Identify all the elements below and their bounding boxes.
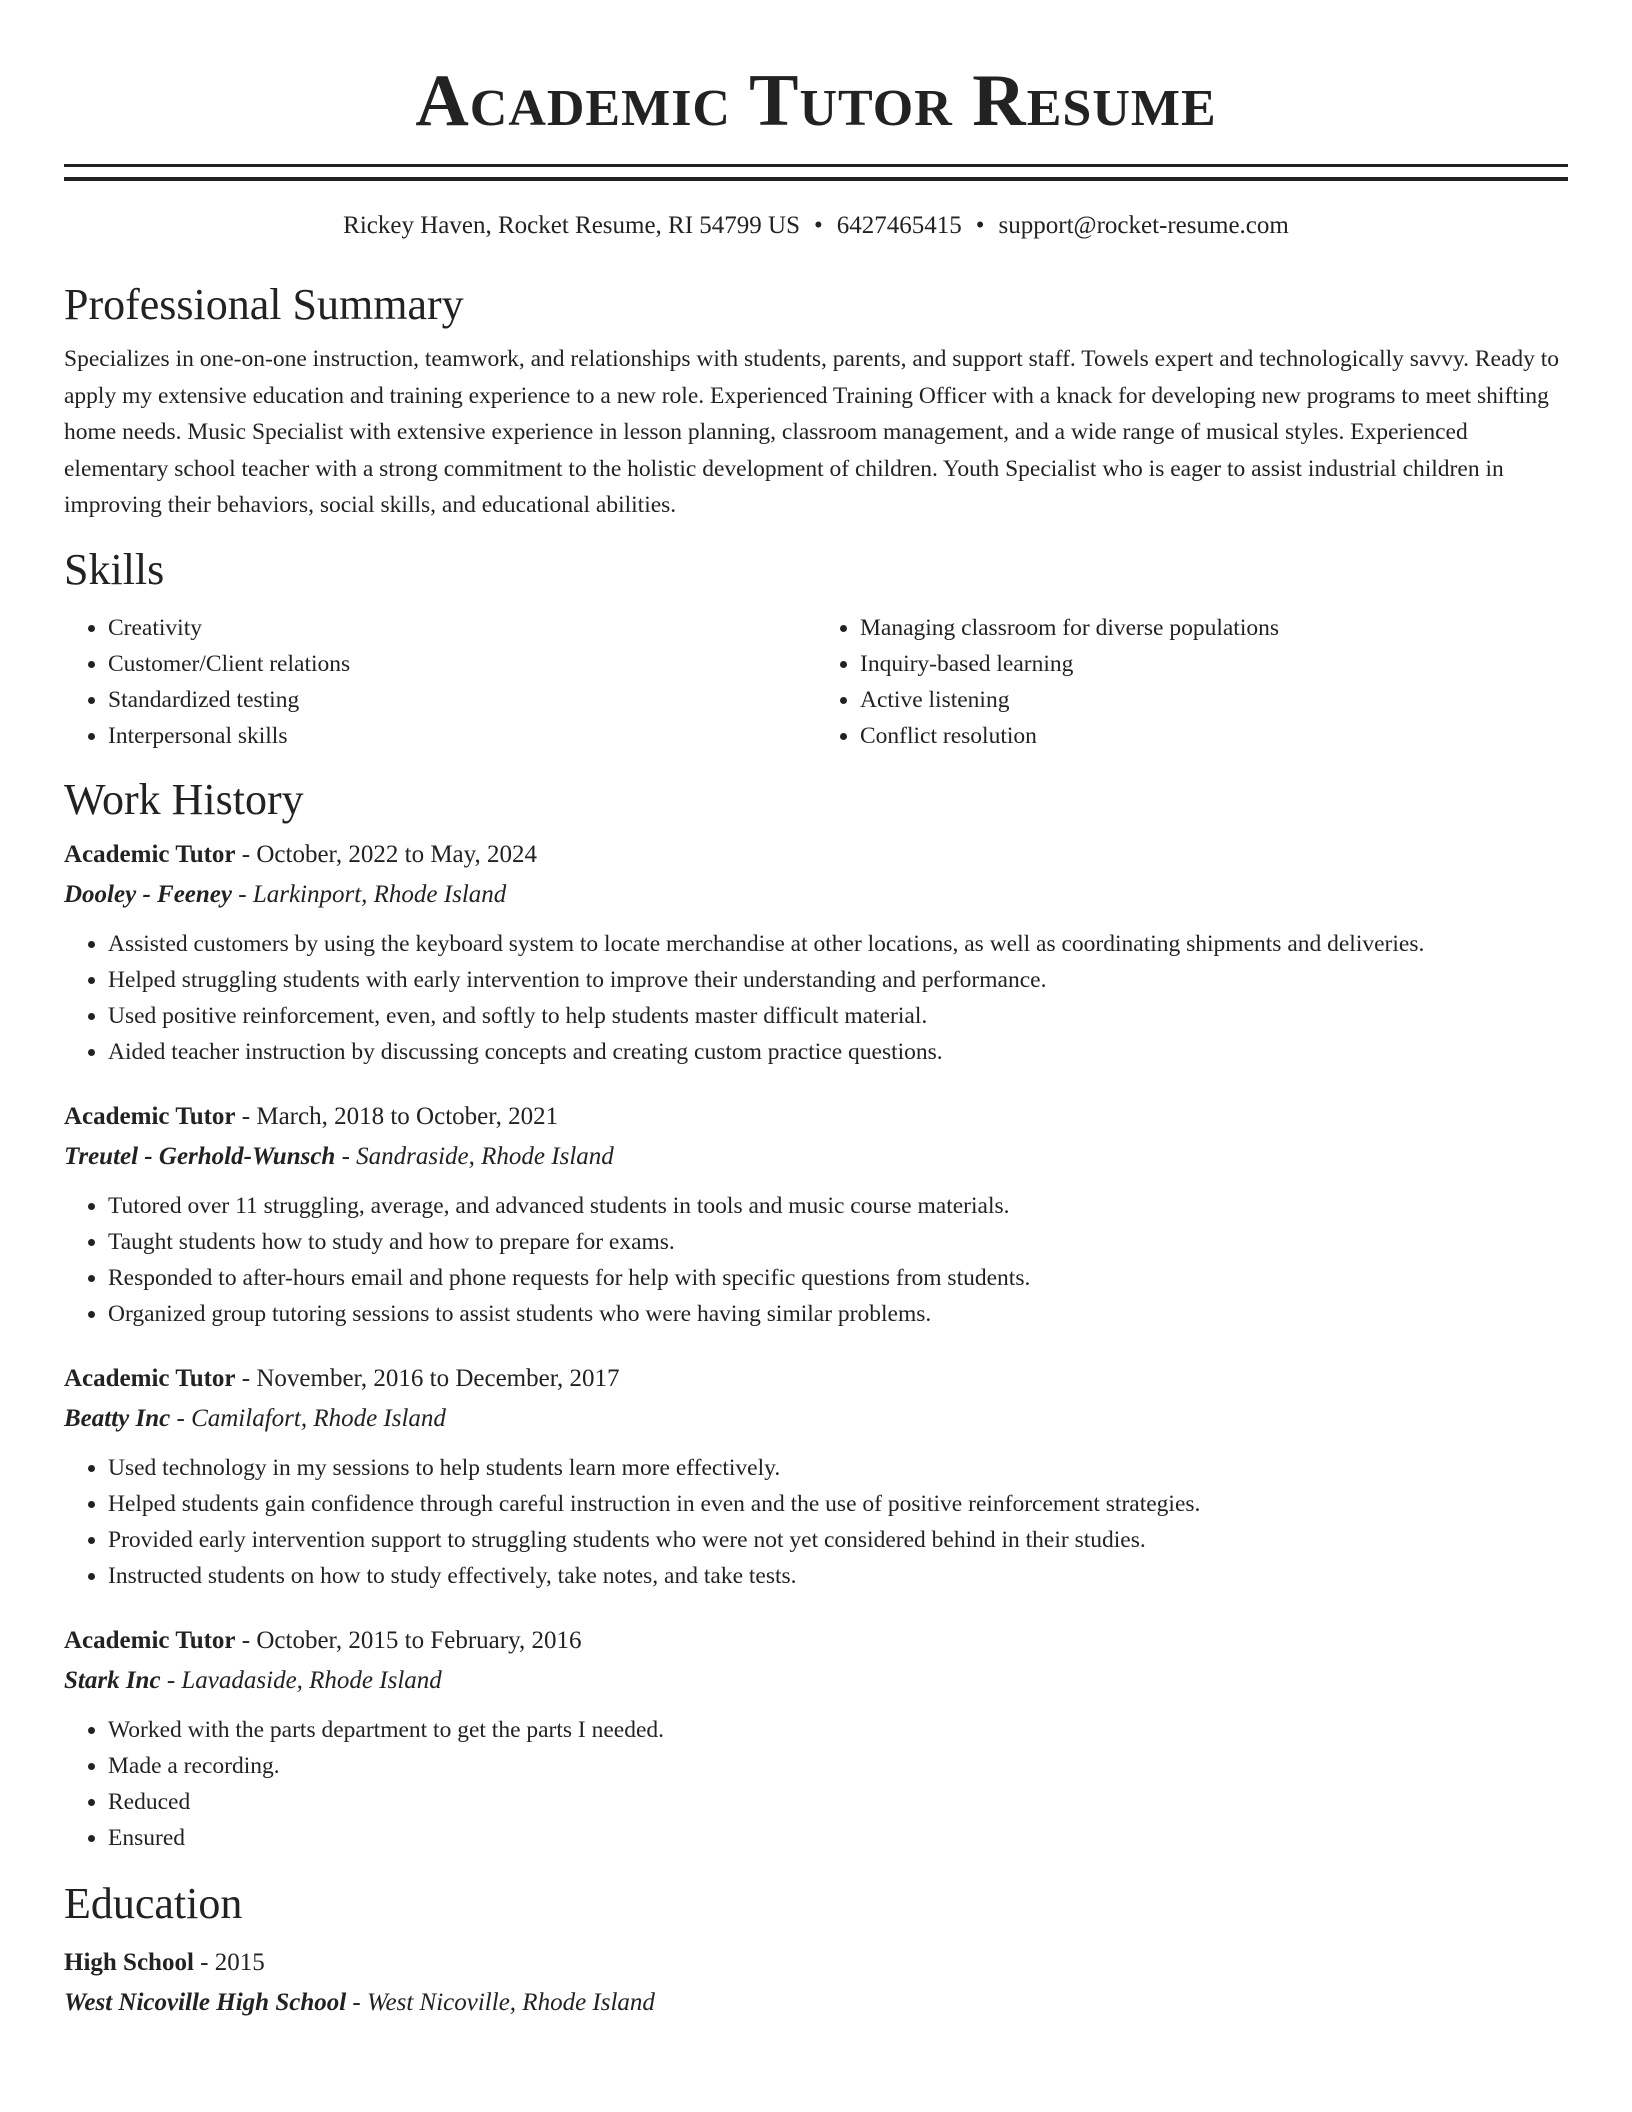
job-bullet: • Tutored over 11 struggling, average, and advanced students in tools and music course materials. <box>108 1188 1568 1224</box>
dash: - <box>241 840 251 868</box>
job-title: Academic Tutor <box>64 1626 236 1654</box>
job-bullet: • Instructed students on how to study effectively, take notes, and take tests. <box>108 1558 1568 1594</box>
job-bullets <box>64 926 1568 1070</box>
job-company-line <box>64 880 1568 910</box>
job-bullet: • Worked with the parts department to get the parts I needed. <box>108 1712 1568 1748</box>
job-dates: October, 2015 to February, 2016 <box>256 1626 582 1654</box>
job-entry <box>64 840 1568 1070</box>
skill-item: • Customer/Client relations <box>108 646 816 682</box>
education-heading: Education <box>64 1878 243 1928</box>
skills-column-right <box>816 610 1568 754</box>
summary-text: Specializes in one-on-one instruction, teamwork, and relationships with students, parents, and support staff. Towels expert and technologically savvy. Ready to apply my extensive education and training experience to a new role. Experienced Training Officer with a knack for developing new programs to meet shifting home needs. Music Specialist with extensive experience in lesson planning, classroom management, and a wide range of musical styles. Experienced elementary school teacher with a strong commitment to the holistic development of children. Youth Specialist who is eager to assist industrial children in improving their behaviors, social skills, and educational abilities. <box>64 346 1560 518</box>
contact-line <box>64 211 1568 241</box>
job-bullet: • Reduced <box>108 1784 1568 1820</box>
skill-item: • Active listening <box>860 682 1568 718</box>
job-entry <box>64 1626 1568 1856</box>
dash: - <box>352 1988 361 2016</box>
skill-item: • Interpersonal skills <box>108 718 816 754</box>
job-company: Dooley - Feeney <box>64 880 232 908</box>
education-degree: High School <box>64 1948 194 1976</box>
education-location: West Nicoville, Rhode Island <box>367 1988 655 2016</box>
contact-separator: • <box>814 212 823 239</box>
job-title: Academic Tutor <box>64 1364 236 1392</box>
skill-item: • Conflict resolution <box>860 718 1568 754</box>
job-bullet: • Provided early intervention support to struggling students who were not yet considered behind in their studies. <box>108 1522 1568 1558</box>
skill-item: • Standardized testing <box>108 682 816 718</box>
job-title: Academic Tutor <box>64 840 236 868</box>
job-bullet: • Used positive reinforcement, even, and softly to help students master difficult material. <box>108 998 1568 1034</box>
job-bullet: • Made a recording. <box>108 1748 1568 1784</box>
job-location: Larkinport, Rhode Island <box>252 880 507 908</box>
job-bullet: • Ensured <box>108 1820 1568 1856</box>
skill-item: • Inquiry-based learning <box>860 646 1568 682</box>
job-bullet: • Used technology in my sessions to help students learn more effectively. <box>108 1450 1568 1486</box>
job-location: Camilafort, Rhode Island <box>191 1404 446 1432</box>
dash: - <box>241 1102 251 1130</box>
dash: - <box>176 1404 185 1432</box>
job-bullets <box>64 1450 1568 1594</box>
dash: - <box>341 1142 350 1170</box>
job-title: Academic Tutor <box>64 1102 236 1130</box>
job-dates: November, 2016 to December, 2017 <box>256 1364 620 1392</box>
job-company: Treutel - Gerhold-Wunsch <box>64 1142 336 1170</box>
skills-list <box>64 610 1568 754</box>
summary-heading: Professional Summary <box>64 280 464 329</box>
job-bullet: • Assisted customers by using the keyboard system to locate merchandise at other locations, as well as coordinating shipments and deliveries. <box>108 926 1568 962</box>
job-bullet: • Responded to after-hours email and phone requests for help with specific questions from students. <box>108 1260 1568 1296</box>
job-company: Stark Inc <box>64 1666 161 1694</box>
job-company-line <box>64 1404 1568 1434</box>
resume-title: Academic Tutor Resume <box>415 60 1217 142</box>
job-company: Beatty Inc <box>64 1404 171 1432</box>
dash: - <box>241 1364 251 1392</box>
contact-separator: • <box>975 212 985 239</box>
job-bullet: • Taught students how to study and how to prepare for exams. <box>108 1224 1568 1260</box>
dash: - <box>241 1626 251 1654</box>
contact-email: support@rocket-resume.com <box>998 212 1289 239</box>
contact-phone: 6427465415 <box>836 212 962 239</box>
job-heading <box>64 840 1568 870</box>
title-divider <box>64 164 1568 181</box>
dash: - <box>166 1666 176 1694</box>
job-bullet: • Organized group tutoring sessions to assist students who were having similar problems. <box>108 1296 1568 1332</box>
job-bullets <box>64 1712 1568 1856</box>
job-bullet: • Helped struggling students with early intervention to improve their understanding and performance. <box>108 962 1568 998</box>
job-heading <box>64 1364 1568 1394</box>
skill-item: • Creativity <box>108 610 816 646</box>
job-location: Sandraside, Rhode Island <box>356 1142 614 1170</box>
resume-page <box>64 0 1568 2018</box>
dash: - <box>238 880 247 908</box>
skills-column-left <box>64 610 816 754</box>
contact-address: Rickey Haven, Rocket Resume, RI 54799 US <box>343 212 801 239</box>
job-heading <box>64 1626 1568 1656</box>
skills-heading: Skills <box>64 544 165 594</box>
job-entry <box>64 1102 1568 1332</box>
job-bullets <box>64 1188 1568 1332</box>
education-school: West Nicoville High School <box>64 1988 347 2016</box>
job-dates: March, 2018 to October, 2021 <box>256 1102 559 1130</box>
job-entry <box>64 1364 1568 1594</box>
education-school-line <box>64 1988 1568 2018</box>
job-bullet: • Aided teacher instruction by discussing concepts and creating custom practice questions. <box>108 1034 1568 1070</box>
job-company-line <box>64 1666 1568 1696</box>
education-heading-line <box>64 1948 1568 1978</box>
skill-item: • Managing classroom for diverse populations <box>860 610 1568 646</box>
work-history-heading: Work History <box>64 774 304 824</box>
job-bullet: • Helped students gain confidence through careful instruction in even and the use of positive reinforcement strategies. <box>108 1486 1568 1522</box>
job-company-line <box>64 1142 1568 1172</box>
job-dates: October, 2022 to May, 2024 <box>256 840 538 868</box>
job-heading <box>64 1102 1568 1132</box>
dash: - <box>200 1948 209 1976</box>
job-location: Lavadaside, Rhode Island <box>181 1666 442 1694</box>
education-year: 2015 <box>214 1948 265 1976</box>
education-entry <box>64 1948 1568 2018</box>
